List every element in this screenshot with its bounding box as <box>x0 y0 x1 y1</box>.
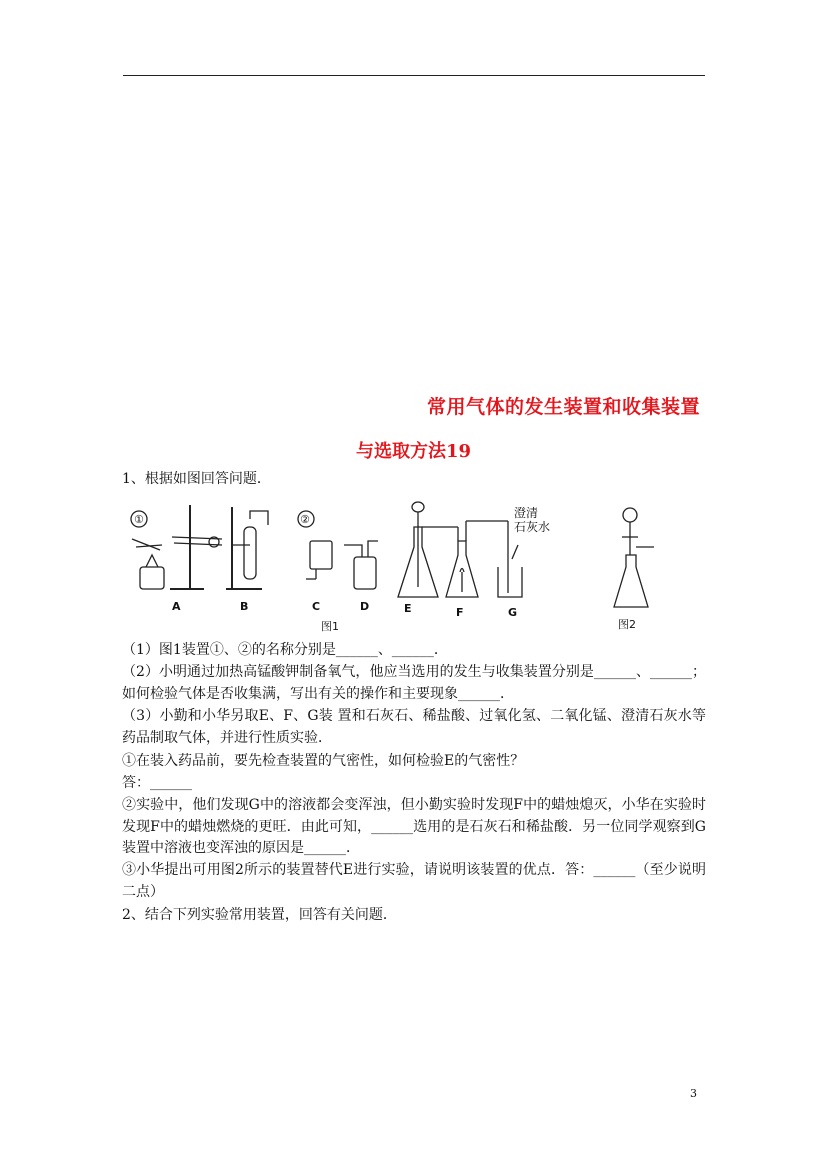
question1-part3-answer1: 答：______ <box>122 775 192 791</box>
label-a: A <box>172 600 181 613</box>
page-number: 3 <box>690 1087 697 1100</box>
label-e: E <box>404 602 412 615</box>
annotation-line2: 石灰水 <box>514 520 551 534</box>
label-1: ① <box>134 513 144 526</box>
label-f: F <box>456 606 464 619</box>
annotation-line1: 澄清 <box>514 506 539 520</box>
title-line2 <box>0 437 827 463</box>
figure1-caption: 图1 <box>321 620 339 633</box>
apparatus-figure <box>122 497 682 637</box>
question1-part3-sub1: ①在装入药品前，要先检查装置的气密性，如何检验E的气密性？ <box>122 753 525 769</box>
label-2: ② <box>300 513 310 526</box>
label-b: B <box>240 600 249 613</box>
question1-stem: 1、根据如图回答问题． <box>122 471 271 487</box>
question1-part3-sub2: ②实验中，他们发现G中的溶液都会变浑浊，但小勤实验时发现F中的蜡烛熄灭，小华在实验时发现F中的蜡烛燃烧的更旺．由此可知，______选用的是石灰石和稀盐酸．另一位同学观察到G装置中溶液也变浑浊的原因是______． <box>122 797 706 856</box>
question1-part2: （2）小明通过加热高锰酸钾制备氧气，他应当选用的发生与收集装置分别是______、______；如何检验气体是否收集满，写出有关的操作和主要现象______． <box>122 664 706 702</box>
question1-part1: （1）图1装置①、②的名称分别是______、______． <box>122 642 448 658</box>
alcohol-lamp <box>140 567 164 589</box>
question2-stem: 2、结合下列实验常用装置，回答有关问题． <box>122 907 397 923</box>
label-c: C <box>312 600 321 613</box>
label-g: G <box>508 606 518 619</box>
question1-part3: （3）小勤和小华另取E、F、G装 置和石灰石、稀盐酸、过氧化氢、二氧化锰、澄清石灰水等药品制取气体，并进行性质实验． <box>122 708 706 746</box>
label-d: D <box>360 600 370 613</box>
header-rule <box>123 75 705 76</box>
title-line1: 常用气体的发生装置和收集装置 <box>426 396 700 418</box>
figure2-caption: 图2 <box>618 618 636 631</box>
test-tube <box>132 539 160 550</box>
conical-flask-fig2 <box>614 555 648 607</box>
title-line2-text: 与选取方法19 <box>355 441 472 462</box>
question1-part3-sub3: ③小华提出可用图2所示的装置替代E进行实验，请说明该装置的优点．答：______（至少说明二点） <box>122 862 706 900</box>
